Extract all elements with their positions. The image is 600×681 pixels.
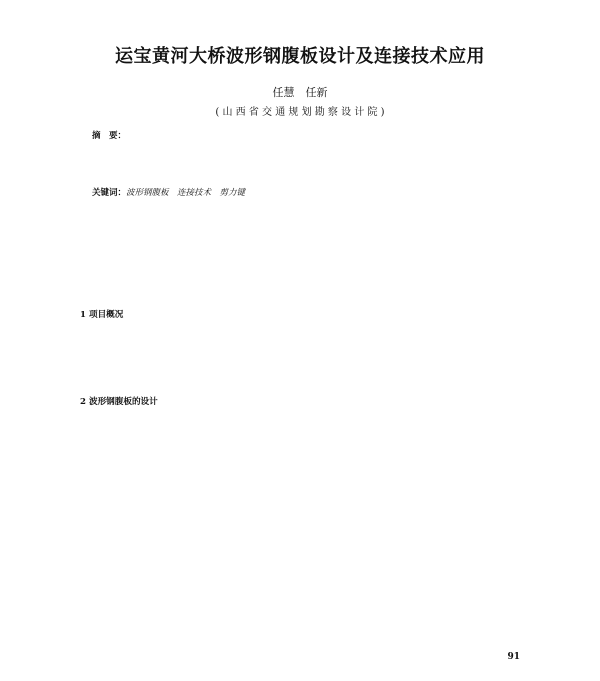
section-2-line-14 (80, 636, 520, 653)
section-2-heading: 2 波形钢腹板的设计 (80, 396, 158, 407)
section-2-line-3 (80, 446, 520, 463)
section-2-line-7 (80, 515, 520, 532)
intro-line-4 (80, 273, 520, 290)
intro-line-1 (80, 221, 520, 238)
section-2-line-8 (80, 532, 520, 549)
section-2-line-6 (80, 498, 520, 515)
section-2-line-15 (80, 653, 520, 670)
abstract-label: 摘 要： (92, 131, 127, 141)
page-number: 91 (507, 652, 520, 662)
section-1-line-3 (80, 359, 520, 376)
section-2-line-10 (80, 567, 520, 584)
keywords-text: 波形钢腹板 连接技术 剪力键 (126, 188, 246, 198)
section-1-line-4 (80, 377, 520, 394)
section-1-heading: 1 项目概况 (80, 310, 124, 321)
paper-authors: 任慧 任新 (272, 86, 328, 99)
section-2-line-2 (80, 429, 520, 446)
keywords (92, 186, 520, 198)
intro-line-5 (80, 290, 520, 307)
section-2-line-5 (80, 480, 520, 497)
abstract-line-1 (92, 128, 520, 145)
section-2-line-11 (80, 584, 520, 601)
keywords-label: 关键词： (92, 188, 127, 198)
abstract-line-2 (92, 145, 520, 162)
section-2-line-9 (80, 550, 520, 567)
section-2-line-1 (80, 411, 520, 428)
abstract (92, 128, 520, 179)
section-1-line-1 (80, 325, 520, 342)
section-2-line-4 (80, 463, 520, 480)
paper-title: 运宝黄河大桥波形钢腹板设计及连接技术应用 (115, 46, 485, 67)
section-2-line-12 (80, 602, 520, 619)
body-text (80, 221, 520, 671)
intro-line-2 (80, 238, 520, 255)
section-2-line-13 (80, 619, 520, 636)
paper-affiliation: ( 山 西 省 交 通 规 划 勘 察 设 计 院 ) (215, 107, 385, 118)
section-1-line-2 (80, 342, 520, 359)
intro-line-3 (80, 256, 520, 273)
abstract-line-3 (92, 162, 520, 179)
